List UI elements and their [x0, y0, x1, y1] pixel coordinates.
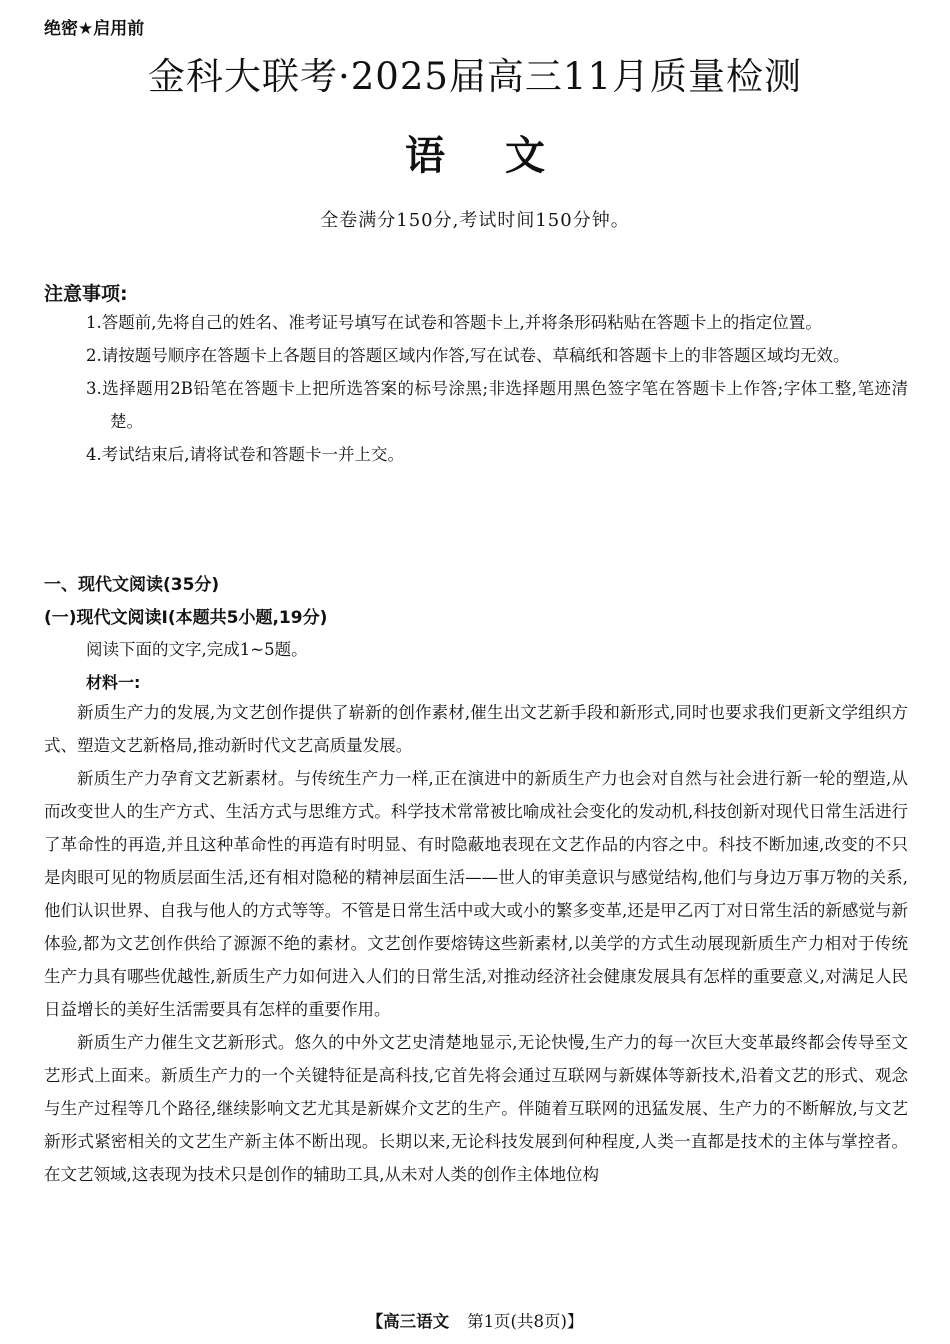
material-label: 材料一:: [86, 673, 141, 692]
note-item: 4.考试结束后,请将试卷和答题卡一并上交。: [86, 445, 404, 464]
reading-instruction: 阅读下面的文字,完成1~5题。: [86, 640, 308, 659]
passage-paragraph: 新质生产力孕育文艺新素材。与传统生产力一样,正在演进中的新质生产力也会对自然与社会进行新一轮的塑造,从而改变世人的生产方式、生活方式与思维方式。科学技术常常被比喻成社会变化的发动机,科技创新对现代日常生活进行了革命性的再造,并且这种革命性的再造有时明显、有时隐蔽地表现在文艺作品的内容之中。科技不断加速,改变的不只是肉眼可见的物质层面生活,还有相对隐秘的精神层面生活——世人的审美意识与感觉结构,他们与身边万事万物的关系,他们认识世界、自我与他人的方式等等。不管是日常生活中或大或小的繁多变革,还是甲乙丙丁对日常生活的新感觉与新体验,都为文艺创作供给了源源不绝的素材。文艺创作要熔铸这些新素材,以美学的方式生动展现新质生产力相对于传统生产力具有哪些优越性,新质生产力如何进入人们的日常生活,对推动经济社会健康发展具有怎样的重要意义,对满足人民日益增长的美好生活需要具有怎样的重要作用。: [44, 769, 908, 1019]
exam-title: 金科大联考·2025届高三11月质量检测: [147, 55, 802, 98]
sub-section-heading: (一)现代文阅读Ⅰ(本题共5小题,19分): [44, 608, 328, 628]
note-item: 2.请按题号顺序在答题卡上各题目的答题区域内作答,写在试卷、草稿纸和答题卡上的非答题区域均无效。: [86, 346, 850, 365]
note-item: 3.选择题用2B铅笔在答题卡上把所选答案的标号涂黑;非选择题用黑色签字笔在答题卡上作答;字体工整,笔迹清楚。: [86, 379, 908, 431]
note-item: 1.答题前,先将自己的姓名、准考证号填写在试卷和答题卡上,并将条形码粘贴在答题卡上的指定位置。: [86, 313, 822, 332]
notes-title: 注意事项:: [44, 283, 128, 305]
subject-title: 语文: [405, 133, 605, 179]
secret-label: 绝密★启用前: [44, 19, 145, 39]
reading-passage: [44, 696, 908, 1191]
page-footer: [0, 1308, 950, 1332]
passage-paragraph: 新质生产力的发展,为文艺创作提供了崭新的创作素材,催生出文艺新手段和新形式,同时也要求我们更新文学组织方式、塑造文艺新格局,推动新时代文艺高质量发展。: [44, 703, 908, 755]
score-time-info: 全卷满分150分,考试时间150分钟。: [320, 210, 630, 231]
footer-page-number: 第1页(共8页)】: [467, 1312, 584, 1331]
footer-subject: 【高三语文: [366, 1312, 450, 1331]
section-heading: 一、现代文阅读(35分): [44, 575, 220, 595]
passage-paragraph: 新质生产力催生文艺新形式。悠久的中外文艺史清楚地显示,无论快慢,生产力的每一次巨大变革最终都会传导至文艺形式上面来。新质生产力的一个关键特征是高科技,它首先将会通过互联网与新媒体等新技术,沿着文艺的形式、观念与生产过程等几个路径,继续影响文艺尤其是新媒介文艺的生产。伴随着互联网的迅猛发展、生产力的不断解放,与文艺新形式紧密相关的文艺生产新主体不断出现。长期以来,无论科技发展到何种程度,人类一直都是技术的主体与掌控者。在文艺领域,这表现为技术只是创作的辅助工具,从未对人类的创作主体地位构: [44, 1033, 908, 1184]
notes-list: [86, 306, 908, 471]
